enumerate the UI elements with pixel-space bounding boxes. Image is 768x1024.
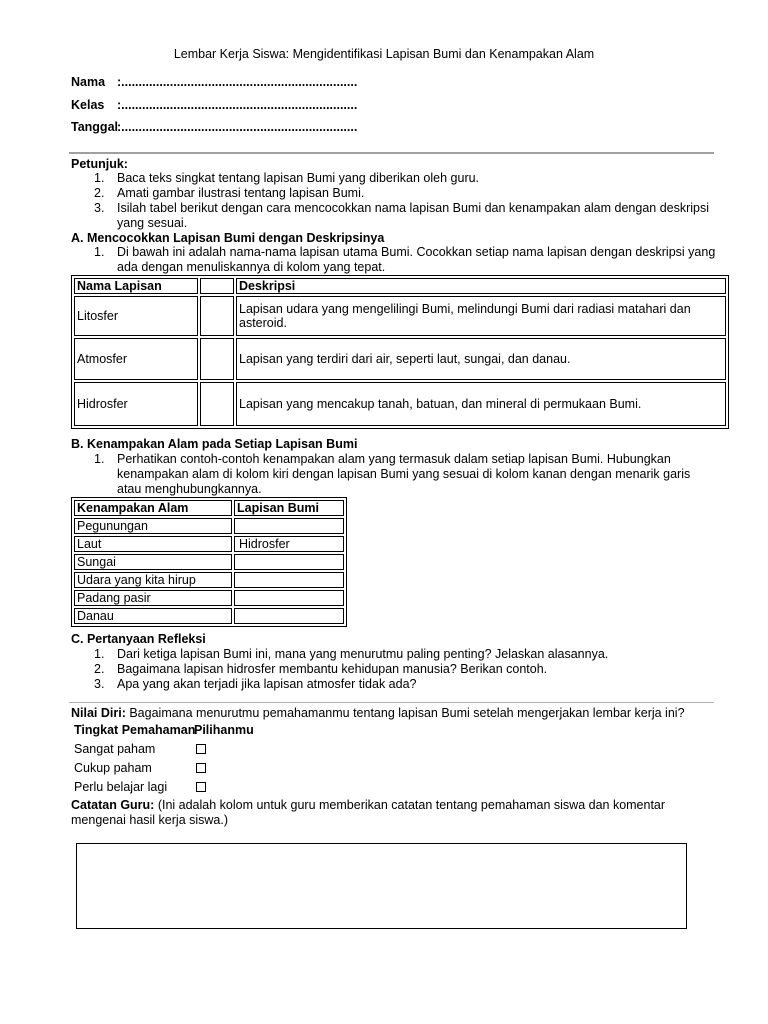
checkbox-perlu-belajar[interactable]: [196, 782, 206, 792]
list-number: 1.: [94, 452, 105, 466]
instruction-item: Isilah tabel berikut dengan cara mencocokkan nama lapisan Bumi dan kenampakan alam dengan deskripsi: [117, 201, 710, 215]
option-label: Sangat paham: [74, 742, 156, 756]
layer-cell[interactable]: [234, 590, 344, 606]
table-header: Nama Lapisan: [74, 278, 198, 294]
layer-cell[interactable]: [234, 608, 344, 624]
layer-description-table: [71, 275, 729, 429]
list-number: 1.: [94, 647, 105, 661]
table-row: [74, 590, 344, 606]
answer-cell[interactable]: [200, 338, 234, 380]
reflection-question: Dari ketiga lapisan Bumi ini, mana yang menurutmu paling penting? Jelaskan alasannya.: [117, 647, 609, 661]
list-number: 1.: [94, 171, 105, 185]
table-row: [74, 572, 344, 588]
list-number: 1.: [94, 245, 105, 259]
table-row: [74, 518, 344, 534]
layer-cell[interactable]: [234, 572, 344, 588]
table-row: [74, 382, 726, 426]
list-number: 2.: [94, 662, 105, 676]
section-b-text-cont: atau menghubungkannya.: [117, 482, 262, 496]
answer-cell[interactable]: [200, 296, 234, 336]
teacher-note-label: Catatan Guru:: [71, 798, 155, 812]
feature-name: Sungai: [74, 554, 232, 570]
answer-cell[interactable]: [200, 382, 234, 426]
list-number: 2.: [94, 186, 105, 200]
section-c-heading: C. Pertanyaan Refleksi: [71, 632, 206, 646]
feature-name: Udara yang kita hirup: [74, 572, 232, 588]
table-header: Lapisan Bumi: [234, 500, 344, 516]
date-field[interactable]: :....................................................................: [117, 120, 358, 134]
feature-layer-table: [71, 497, 347, 627]
table-row: [74, 338, 726, 380]
layer-description: Lapisan yang mencakup tanah, batuan, dan mineral di permukaan Bumi.: [236, 382, 726, 426]
section-b-heading: B. Kenampakan Alam pada Setiap Lapisan Bumi: [71, 437, 358, 451]
layer-cell[interactable]: [234, 518, 344, 534]
teacher-note-text-cont: mengenai hasil kerja siswa.): [71, 813, 229, 827]
list-number: 3.: [94, 677, 105, 691]
feature-name: Laut: [74, 536, 232, 552]
page-title: Lembar Kerja Siswa: Mengidentifikasi Lapisan Bumi dan Kenampakan Alam: [173, 47, 595, 61]
self-assessment-question: Bagaimana menurutmu pemahamanmu tentang lapisan Bumi setelah mengerjakan lembar kerja ini?: [125, 706, 685, 720]
section-a-heading: A. Mencocokkan Lapisan Bumi dengan Deskripsinya: [71, 231, 385, 245]
teacher-note-box[interactable]: [76, 843, 687, 929]
feature-name: Pegunungan: [74, 518, 232, 534]
name-field[interactable]: :....................................................................: [117, 75, 358, 89]
layer-description: Lapisan udara yang mengelilingi Bumi, melindungi Bumi dari radiasi matahari dan asteroid.: [236, 296, 726, 336]
table-header-blank: [200, 278, 234, 294]
divider: [69, 702, 714, 703]
option-label: Perlu belajar lagi: [74, 780, 168, 794]
section-a-text-cont: ada dengan menuliskannya di kolom yang tepat.: [117, 260, 386, 274]
instruction-item: Baca teks singkat tentang lapisan Bumi yang diberikan oleh guru.: [117, 171, 480, 185]
checkbox-sangat-paham[interactable]: [196, 744, 206, 754]
table-row: [74, 554, 344, 570]
layer-cell[interactable]: Hidrosfer: [234, 536, 344, 552]
self-assessment-prompt: [71, 706, 685, 720]
checkbox-cukup-paham[interactable]: [196, 763, 206, 773]
reflection-question: Apa yang akan terjadi jika lapisan atmosfer tidak ada?: [117, 677, 417, 691]
name-row: [71, 75, 357, 89]
table-row: [74, 296, 726, 336]
divider: [69, 152, 714, 154]
date-label: Tanggal: [71, 120, 118, 134]
teacher-note-prompt: [71, 798, 665, 812]
class-row: [71, 98, 357, 112]
instructions-heading: Petunjuk:: [71, 157, 128, 171]
feature-name: Padang pasir: [74, 590, 232, 606]
name-label: Nama: [71, 75, 106, 89]
layer-name: Litosfer: [74, 296, 198, 336]
choice-header: Pilihanmu: [194, 723, 254, 737]
instruction-item-cont: yang sesuai.: [117, 216, 188, 230]
teacher-note-text: (Ini adalah kolom untuk guru memberikan catatan tentang pemahaman siswa dan komentar: [154, 798, 666, 812]
layer-cell[interactable]: [234, 554, 344, 570]
class-field[interactable]: :....................................................................: [117, 98, 358, 112]
reflection-question: Bagaimana lapisan hidrosfer membantu kehidupan manusia? Berikan contoh.: [117, 662, 548, 676]
self-assessment-label: Nilai Diri:: [71, 706, 126, 720]
section-b-text-cont: kenampakan alam di kolom kiri dengan lapisan Bumi yang sesuai di kolom kanan dengan menarik garis: [117, 467, 691, 481]
class-label: Kelas: [71, 98, 105, 112]
section-a-text: Di bawah ini adalah nama-nama lapisan utama Bumi. Cocokkan setiap nama lapisan dengan deskripsi yang: [117, 245, 716, 259]
option-label: Cukup paham: [74, 761, 152, 775]
table-header: Kenampakan Alam: [74, 500, 232, 516]
table-row: [74, 536, 344, 552]
feature-name: Danau: [74, 608, 232, 624]
layer-description: Lapisan yang terdiri dari air, seperti laut, sungai, dan danau.: [236, 338, 726, 380]
instruction-item: Amati gambar ilustrasi tentang lapisan Bumi.: [117, 186, 365, 200]
list-number: 3.: [94, 201, 105, 215]
layer-name: Hidrosfer: [74, 382, 198, 426]
date-row: [71, 120, 357, 134]
layer-name: Atmosfer: [74, 338, 198, 380]
level-header: Tingkat Pemahaman: [74, 723, 196, 737]
table-header: Deskripsi: [236, 278, 726, 294]
section-b-text: Perhatikan contoh-contoh kenampakan alam yang termasuk dalam setiap lapisan Bumi. Hubungkan: [117, 452, 671, 466]
table-row: [74, 608, 344, 624]
